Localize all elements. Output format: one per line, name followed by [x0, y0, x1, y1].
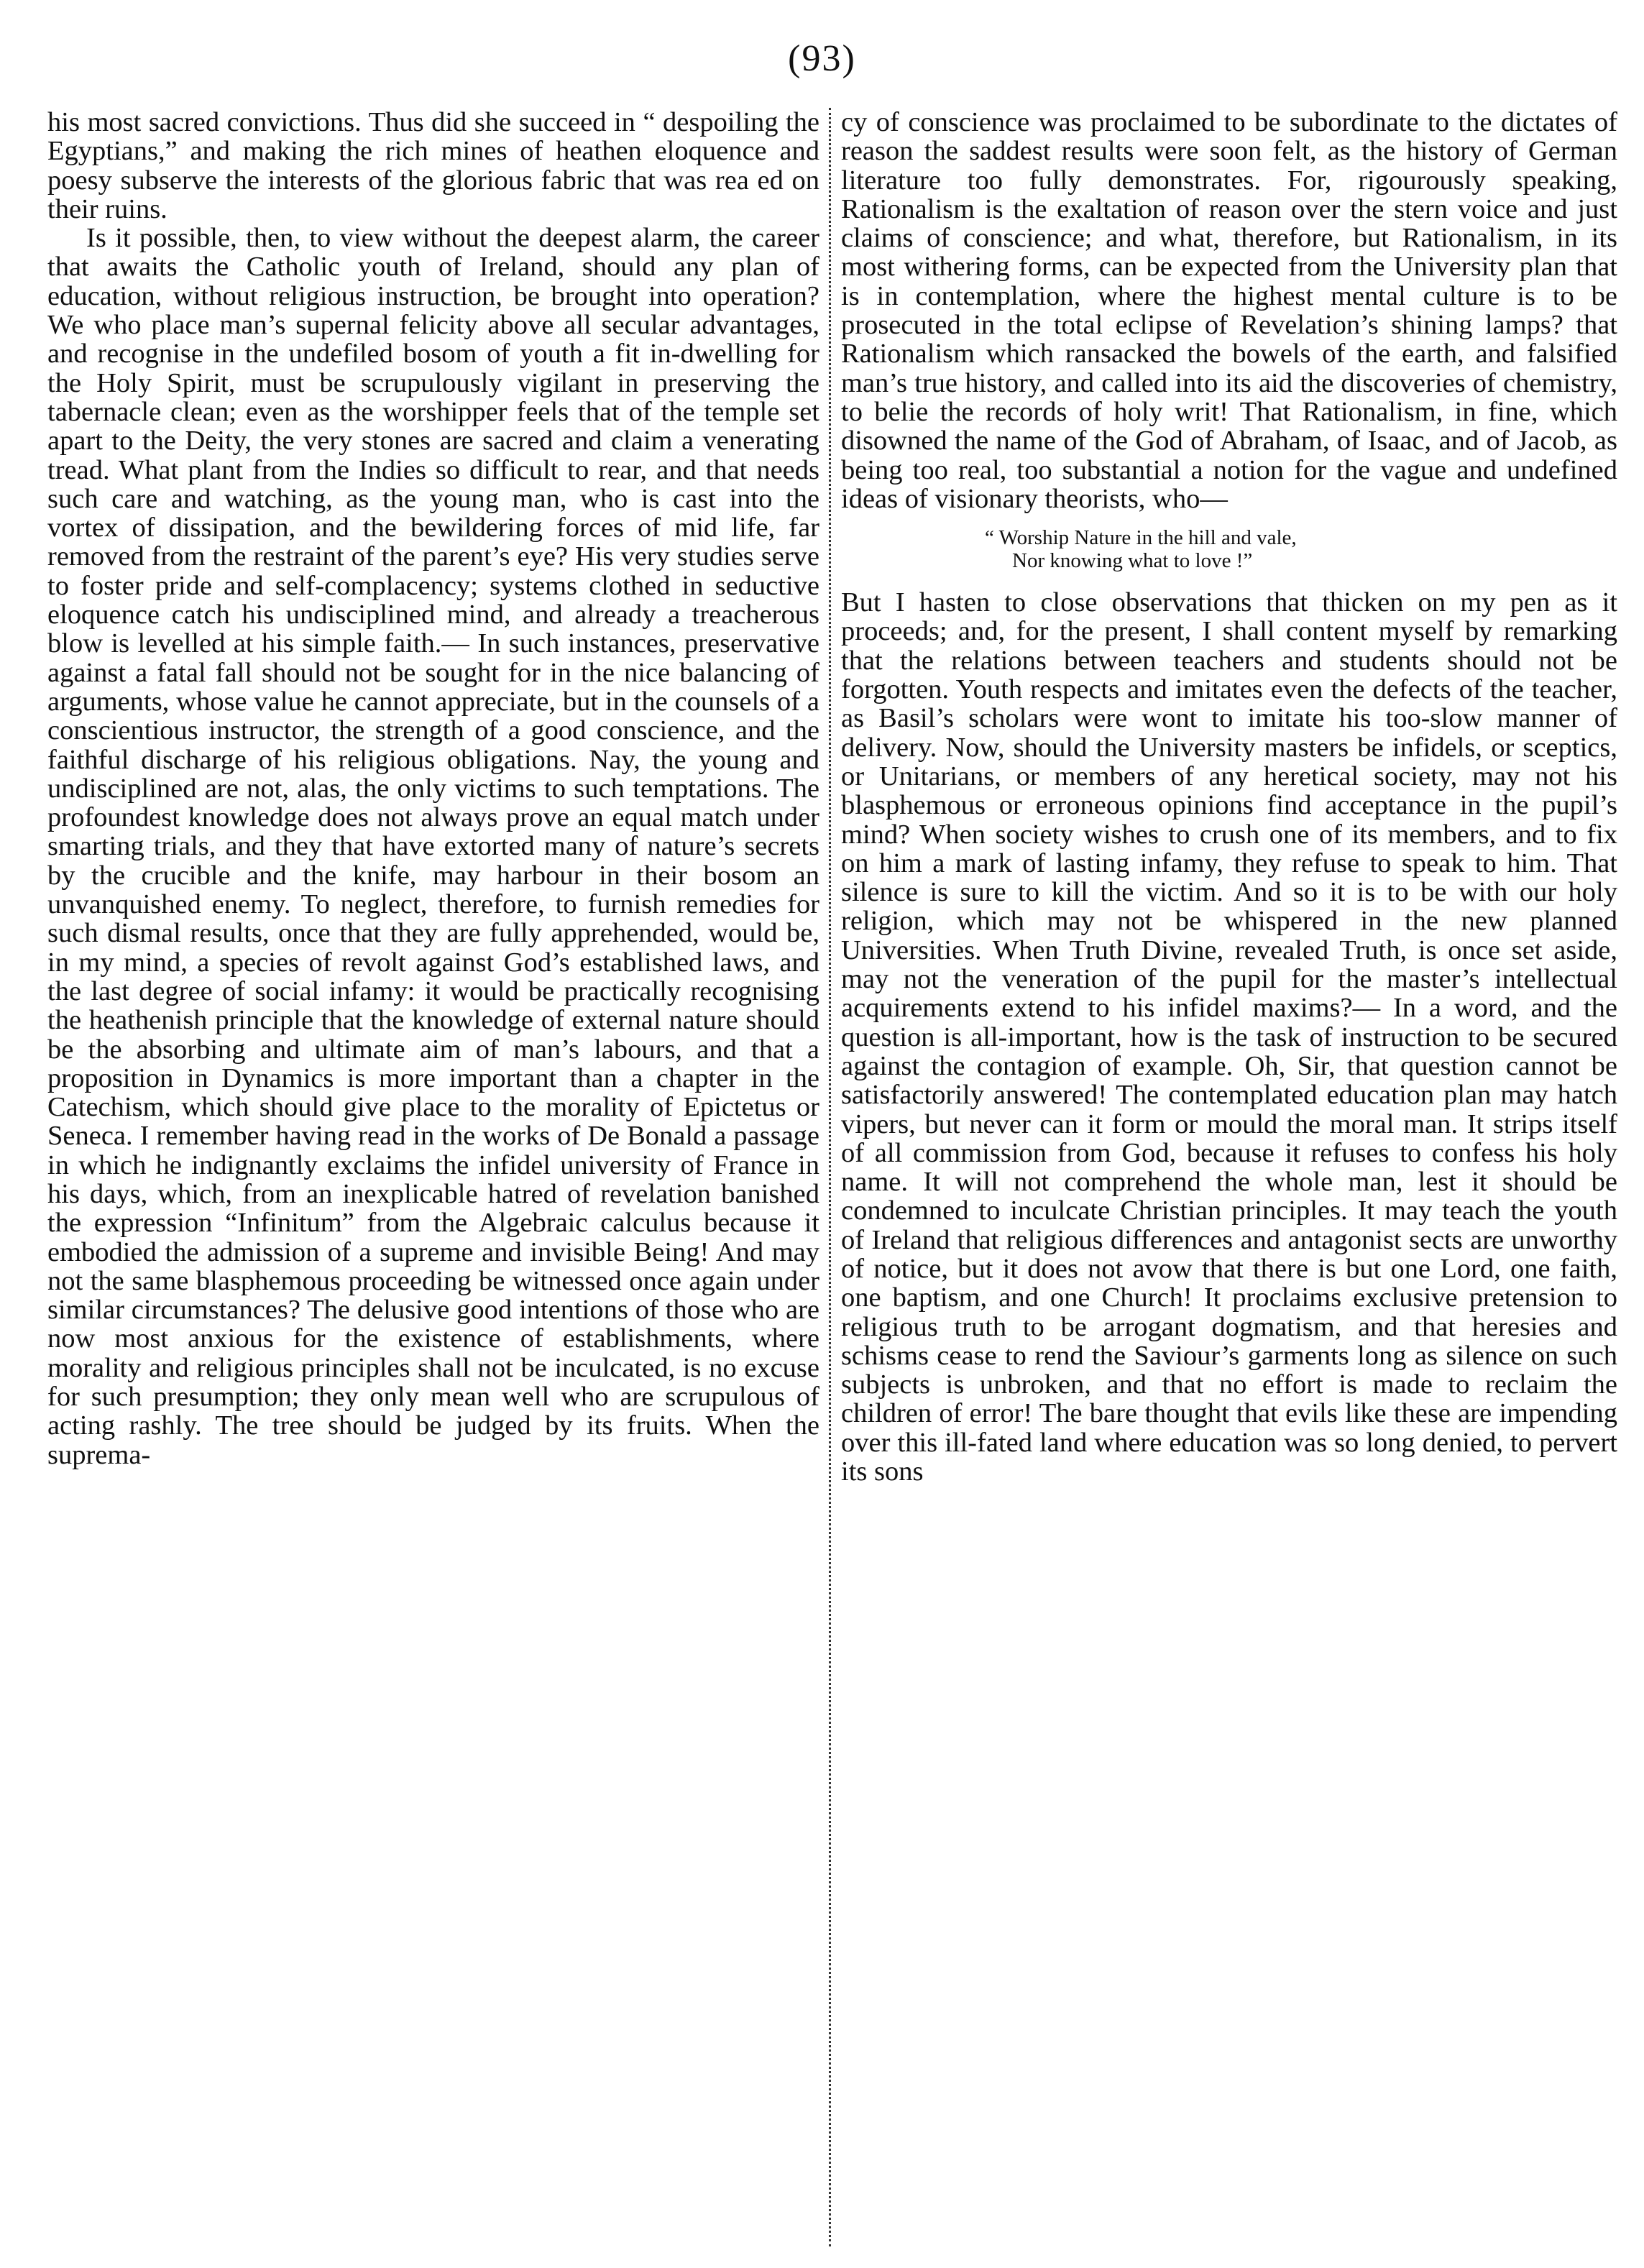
right-paragraph-1: cy of conscience was proclaimed to be subordinate to the dictates of reason the saddest results were soon felt, as the history of German literature too fully demonstrates. For, rigourously speaking, Rationalism is the exaltation of reason over the stern voice and just claims of conscience; and what, therefore, but Rationalism, in its most withering forms, can be expected from the University plan that is in contemplation, where the highest mental culture is to be prosecuted in the total eclipse of Revelation’s shining lamps? that Rationalism which ransacked the bowels of the earth, and falsified man’s true history, and called into its aid the discoveries of chemistry, to belie the records of holy writ! That Rationalism, in fine, which disowned the name of the God of Abraham, of Isaac, and of Jacob, as being too real, too substantial a notion for the vague and undefined ideas of visionary theorists, who— [841, 107, 1617, 514]
page-number: (93) [788, 38, 856, 79]
left-paragraph-2: Is it possible, then, to view without the deepest alarm, the career that awaits the Catholic youth of Ireland, should any plan of education, without religious instruction, be brought into operation? We who place man’s supernal felicity above all secular advantages, and recognise in the undefiled bosom of youth a fit in-dwelling for the Holy Spirit, must be scrupulously vigilant in preserving the tabernacle clean; even as the worshipper feels that of the temple set apart to the Deity, the very stones are sacred and claim a venerating tread. What plant from the Indies so difficult to rear, and that needs such care and watching, as the young man, who is cast into the vortex of dissipation, and the bewildering forces of mid life, far removed from the restraint of the parent’s eye? His very studies serve to foster pride and self-complacency; systems clothed in seductive eloquence catch his undisciplined mind, and already a treacherous blow is levelled at his simple faith.— In such instances, preservative against a fatal fall should not be sought for in the nice balancing of arguments, whose value he cannot appreciate, but in the counsels of a conscientious instructor, the strength of a good conscience, and the faithful discharge of his religious obligations. Nay, the young and undisciplined are not, alas, the only victims to such temptations. The profoundest knowledge does not always prove an equal match under smarting trials, and they that have extorted many of nature’s secrets by the crucible and the knife, may harbour in their bosom an unvanquished enemy. To neglect, therefore, to furnish remedies for such dismal results, once that they are fully apprehended, would be, in my mind, a species of revolt against God’s established laws, and the last degree of social infamy: it would be practically recognising the heathenish principle that the knowledge of external nature should be the absorbing and ultimate aim of man’s labours, and that a proposition in Dynamics is more important than a chapter in the Catechism, which should give place to the morality of Epictetus or Seneca. I remember having read in the works of De Bonald a passage in which he indignantly exclaims the infidel university of France in his days, which, from an inexplicable hatred of revelation banished the expression “Infinitum” from the Algebraic calculus because it embodied the admission of a supreme and invisible Being! And may not the same blasphemous proceeding be witnessed once again under similar circumstances? The delusive good intentions of those who are now most anxious for the existence of establishments, where morality and religious principles shall not be inculcated, is no excuse for such presumption; they only mean well who are scrupulous of acting rashly. The tree should be judged by its fruits. When the suprema- [47, 223, 819, 1470]
left-paragraph-1: his most sacred convictions. Thus did she succeed in “ despoiling the Egyptians,” and making the rich mines of heathen eloquence and poesy subserve the interests of the glorious fabric that was rea ed on their ruins. [47, 107, 819, 224]
right-column [841, 108, 1617, 1486]
right-paragraph-2: But I hasten to close observations that thicken on my pen as it proceeds; and, for the present, I shall content myself by remarking that the relations between teachers and students should not be forgotten. Youth respects and imitates even the defects of the teacher, as Basil’s scholars were wont to imitate his too-slow manner of delivery. Now, should the University masters be infidels, or sceptics, or Unitarians, or members of any heretical society, may not his blasphemous or erroneous opinions find acceptance in the pupil’s mind? When society wishes to crush one of its members, and to fix on him a mark of lasting infamy, they refuse to speak to him. That silence is sure to kill the victim. And so it is to be with our holy religion, which may not be whispered in the new planned Universities. When Truth Divine, revealed Truth, is once set aside, may not the veneration of the pupil for the master’s intellectual acquirements extend to his infidel maxims?— In a word, and the question is all-important, how is the task of instruction to be secured against the contagion of example. Oh, Sir, that question cannot be satisfactorily answered! The contemplated education plan may hatch vipers, but never can it form or mould the moral man. It strips itself of all commission from God, because it refuses to confess his holy name. It will not comprehend the whole man, lest it should be condemned to inculcate Christian principles. It may teach the youth of Ireland that religious differences and antagonist sects are unworthy of notice, but it does not avow that there is but one Lord, one faith, one baptism, and one Church! It proclaims exclusive pretension to religious truth to be arrogant dogmatism, and that heresies and schisms cease to rend the Saviour’s garments long as silence on such subjects is unbroken, and that no effort is made to reclaim the children of error! The bare thought that evils like these are impending over this ill-fated land where education was so long denied, to pervert its sons [841, 587, 1617, 1487]
column-divider [829, 108, 831, 2246]
left-column [47, 108, 819, 1469]
verse-line-1: “ Worship Nature in the hill and vale, [985, 526, 1297, 550]
verse-line-2: Nor knowing what to love !” [1012, 549, 1253, 573]
verse-quote [841, 526, 1617, 572]
